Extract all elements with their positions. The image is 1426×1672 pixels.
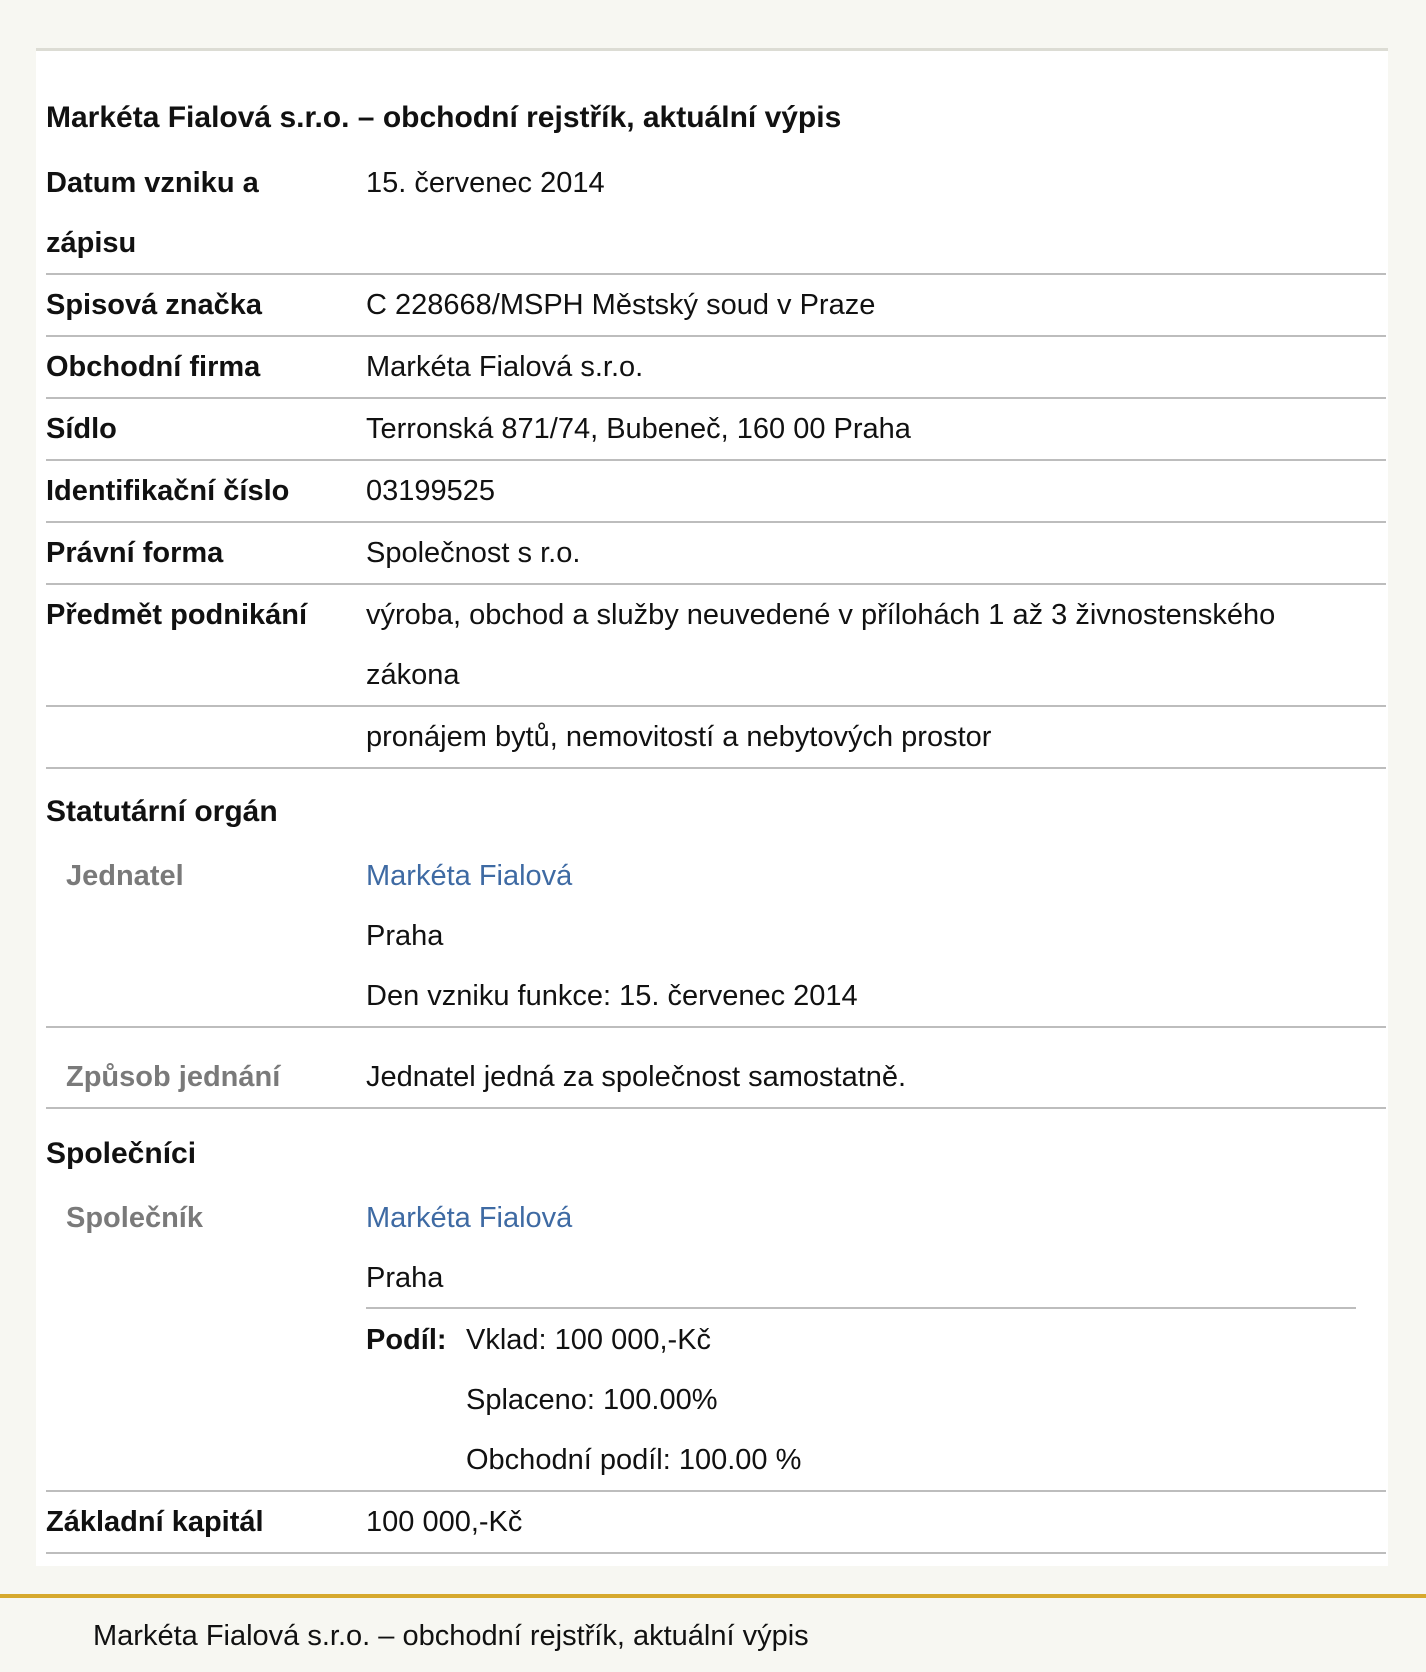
- value-jednatel: [366, 846, 1366, 1026]
- row-predmet-podnikani: [46, 585, 1386, 707]
- value-predmet-line2: zákona: [366, 659, 460, 691]
- row-obchodni-firma: [46, 337, 1386, 399]
- row-zpusob-jednani: [46, 1047, 1386, 1109]
- label-obchodni-firma: Obchodní firma: [46, 351, 261, 383]
- value-pravni-forma: Společnost s r.o.: [366, 537, 581, 569]
- value-predmet-line1: výroba, obchod a služby neuvedené v přílohách 1 až 3 živnostenského: [366, 599, 1276, 631]
- footer-title: Markéta Fialová s.r.o. – obchodní rejstřík, aktuální výpis: [93, 1620, 809, 1652]
- jednatel-city: Praha: [366, 920, 444, 952]
- podil-divider: [366, 1307, 1356, 1309]
- footer: [0, 1594, 1426, 1672]
- value-zpusob-jednani: Jednatel jedná za společnost samostatně.: [366, 1061, 907, 1093]
- section-spolecnici: Společníci: [46, 1137, 197, 1170]
- section-statutarni-organ: Statutární orgán: [46, 795, 278, 828]
- value-zakladni-kapital: 100 000,-Kč: [366, 1506, 523, 1538]
- page-title: Markéta Fialová s.r.o. – obchodní rejstřík, aktuální výpis: [46, 101, 842, 134]
- spolecnik-name-link[interactable]: Markéta Fialová: [366, 1202, 573, 1234]
- value-identifikacni-cislo: 03199525: [366, 475, 496, 507]
- row-identifikacni-cislo: [46, 461, 1386, 523]
- row-predmet-podnikani-2: [46, 707, 1386, 769]
- spolecnik-city: Praha: [366, 1262, 444, 1294]
- label-sidlo: Sídlo: [46, 413, 117, 445]
- row-spisova-znacka: [46, 275, 1386, 337]
- row-datum-vzniku: [46, 153, 1386, 275]
- label-datum-line1: Datum vzniku a: [46, 167, 259, 199]
- value-predmet-podnikani-2: pronájem bytů, nemovitostí a nebytových prostor: [366, 721, 992, 753]
- value-spolecnik: [366, 1188, 1366, 1308]
- value-splaceno: Splaceno: 100.00%: [466, 1384, 718, 1416]
- label-pravni-forma: Právní forma: [46, 537, 224, 569]
- row-pravni-forma: [46, 523, 1386, 585]
- value-datum-vzniku: 15. červenec 2014: [366, 167, 605, 199]
- label-datum-vzniku: [46, 153, 356, 273]
- row-sidlo: [46, 399, 1386, 461]
- value-obchodni-podil: Obchodní podíl: 100.00 %: [466, 1444, 802, 1476]
- label-podil: Podíl:: [366, 1324, 447, 1356]
- label-zpusob-jednani: Způsob jednání: [66, 1061, 281, 1093]
- label-identifikacni-cislo: Identifikační číslo: [46, 475, 290, 507]
- label-spolecnik: Společník: [66, 1202, 203, 1234]
- jednatel-name-link[interactable]: Markéta Fialová: [366, 860, 573, 892]
- jednatel-since: Den vzniku funkce: 15. červenec 2014: [366, 980, 858, 1012]
- value-obchodni-firma: Markéta Fialová s.r.o.: [366, 351, 644, 383]
- value-spisova-znacka: C 228668/MSPH Městský soud v Praze: [366, 289, 876, 321]
- value-sidlo: Terronská 871/74, Bubeneč, 160 00 Praha: [366, 413, 911, 445]
- label-zakladni-kapital: Základní kapitál: [46, 1506, 264, 1538]
- label-jednatel: Jednatel: [66, 860, 184, 892]
- label-datum-line2: zápisu: [46, 227, 137, 259]
- label-predmet-podnikani: Předmět podnikání: [46, 599, 308, 631]
- row-jednatel: [46, 846, 1386, 1028]
- value-predmet-podnikani: [366, 585, 1366, 705]
- row-zakladni-kapital: [46, 1492, 1386, 1554]
- value-vklad: Vklad: 100 000,-Kč: [466, 1324, 712, 1356]
- label-spisova-znacka: Spisová značka: [46, 289, 262, 321]
